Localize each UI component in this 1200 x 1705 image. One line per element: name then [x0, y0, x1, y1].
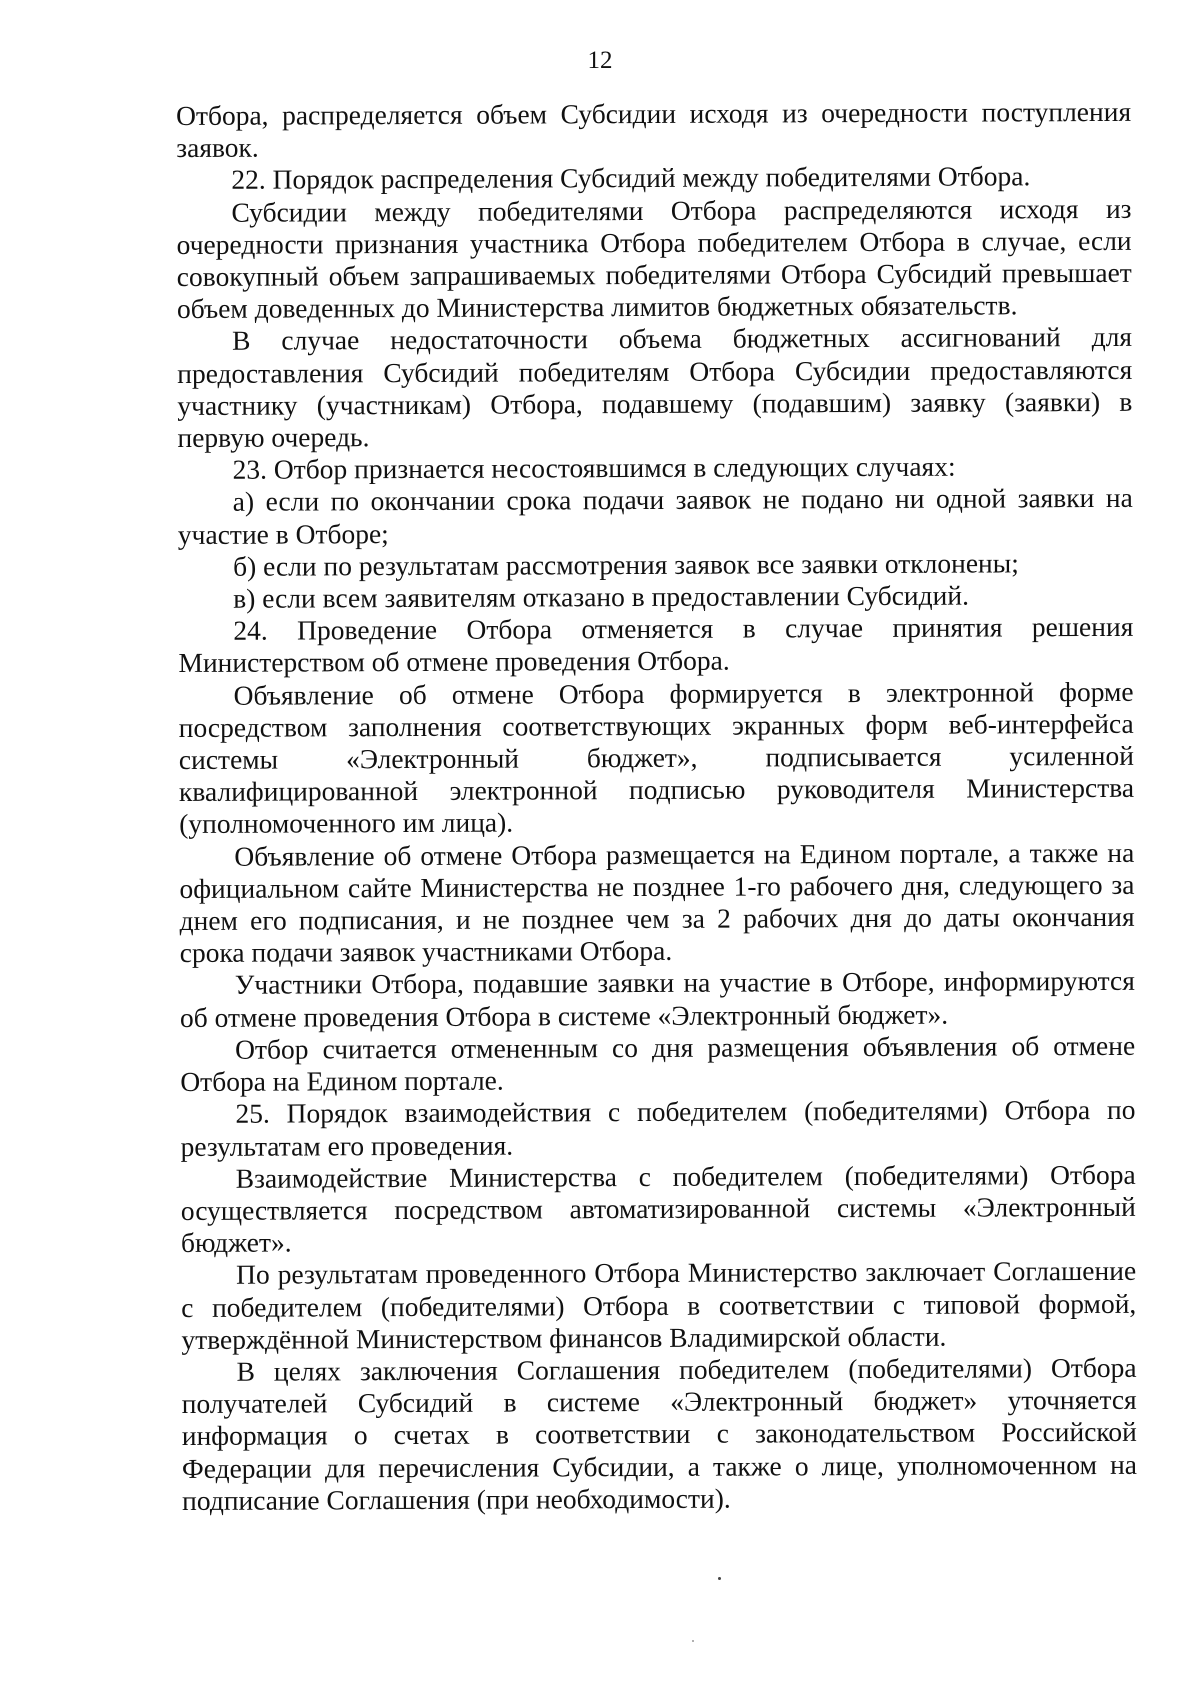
- paragraph: Объявление об отмене Отбора формируется в электронной форме посредством заполнения соответствующих экранных форм веб-интерфейса системы «Электронный бюджет», подписывается усиленной квалифицированной электронной подписью руководителя Министерства (уполномоченного им лица).: [178, 675, 1135, 840]
- paragraph: По результатам проведенного Отбора Министерство заключает Соглашение с победителем (победителями) Отбора в соответствии с типовой формой, утверждённой Министерством финансов Владимирской области.: [181, 1255, 1137, 1355]
- paragraph-item-25: 25. Порядок взаимодействия с победителем (победителями) Отбора по результатам его проведения.: [180, 1094, 1136, 1162]
- document-body: [176, 96, 1137, 1517]
- paragraph: Участники Отбора, подавшие заявки на участие в Отборе, информируются об отмене проведения Отбора в системе «Электронный бюджет».: [179, 965, 1135, 1033]
- paragraph-subitem-b: б) если по результатам рассмотрения заявок все заявки отклонены;: [232, 547, 1019, 582]
- paragraph-item-24: 24. Проведение Отбора отменяется в случае принятия решения Министерством об отмене проведения Отбора.: [178, 611, 1134, 679]
- paragraph: В целях заключения Соглашения победителем (победителями) Отбора получателей Субсидий в системе «Электронный бюджет» уточняется информация о счетах в соответствии с законодательством Российской Федерации для перечисления Субсидии, а также о лице, уполномоченном на подписание Соглашения (при необходимости).: [181, 1351, 1138, 1516]
- paragraph-continuation: Отбора, распределяется объем Субсидии исходя из очередности поступления заявок.: [176, 95, 1132, 164]
- scan-speck: [718, 1577, 721, 1580]
- page-number: 12: [587, 47, 613, 74]
- paragraph: Объявление об отмене Отбора размещается на Едином портале, а также на официальном сайте Министерства не позднее 1-го рабочего дня, следующего за днем его подписания, и не позднее чем за 2 рабочих дня до даты окончания срока подачи заявок участниками Отбора.: [179, 836, 1135, 969]
- paragraph-item-23: 23. Отбор признается несостоявшимся в следующих случаях:: [232, 450, 956, 485]
- paragraph-subitem-v: в) если всем заявителям отказано в предоставлении Субсидий.: [233, 579, 969, 614]
- paragraph: В случае недостаточности объема бюджетных ассигнований для предоставления Субсидий победителям Отбора Субсидии предоставляются участнику (участникам) Отбора, подавшему (подавшим) заявку (заявки) в первую очередь.: [177, 321, 1133, 454]
- paragraph-item-22: 22. Порядок распределения Субсидий между победителями Отбора.: [231, 160, 1031, 196]
- paragraph: Субсидии между победителями Отбора распределяются исходя из очередности признания участника Отбора победителем Отбора в случае, если совокупный объем запрашиваемых победителями Отбора Субсидий превышает объем доведенных до Министерства лимитов бюджетных обязательств.: [176, 192, 1132, 325]
- paragraph: Взаимодействие Министерства с победителем (победителями) Отбора осуществляется посредством автоматизированной системы «Электронный бюджет».: [180, 1158, 1136, 1259]
- scan-speck: [692, 1640, 694, 1642]
- paragraph-subitem-a: а) если по окончании срока подачи заявок не подано ни одной заявки на участие в Отборе;: [177, 482, 1133, 550]
- paragraph: Отбор считается отмененным со дня размещения объявления об отмене Отбора на Едином портале.: [180, 1029, 1136, 1098]
